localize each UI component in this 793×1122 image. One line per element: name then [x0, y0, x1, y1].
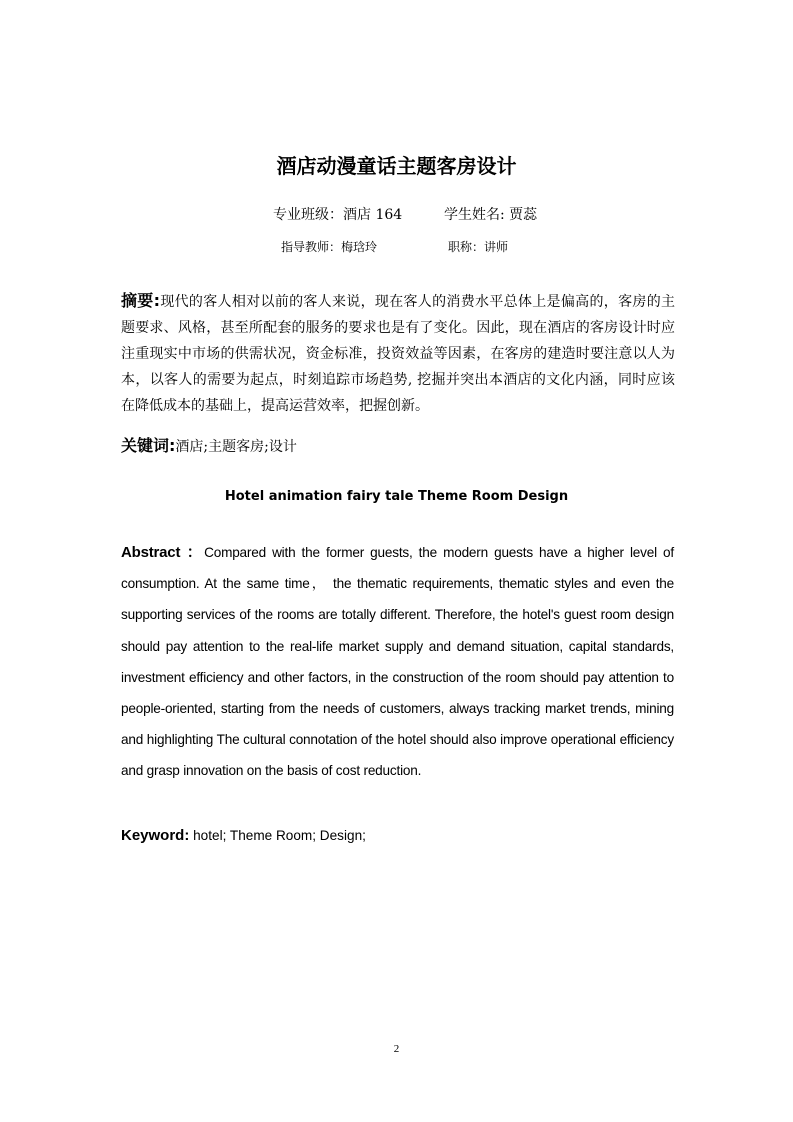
english-keywords-heading: Keyword: [121, 827, 190, 844]
class-label: 专业班级：酒店 164 [273, 207, 403, 223]
english-abstract-text: Compared with the former guests, the modern guests have a higher level of consumption. At the same time， the thematic requirements, thematic styles and even the supporting services of the rooms are totally different. Therefore, the hotel's guest room design should pay attention to the real-life market supply and demand situation, capital standards, investment efficiency and other factors, in the construction of the room should pay attention to people-oriented, starting from the needs of customers, always tracking market trends, mining and highlighting The cultural connotation of the hotel should also improve operational efficiency and grasp innovation on the basis of cost reduction. [121, 545, 674, 779]
chinese-keywords-heading: 关键词: [121, 436, 176, 455]
chinese-abstract [121, 288, 675, 419]
english-keywords [121, 824, 366, 848]
paper-title: 酒店动漫童话主题客房设计 [276, 154, 517, 178]
chinese-abstract-heading: 摘要: [121, 291, 161, 310]
chinese-keywords [121, 435, 675, 458]
english-abstract [121, 537, 674, 787]
english-keywords-text: hotel; Theme Room; Design; [193, 828, 366, 843]
student-name-label: 学生姓名: 贾蕊 [444, 207, 538, 223]
chinese-abstract-text: 现代的客人相对以前的客人来说，现在客人的消费水平总体上是偏高的，客房的主题要求、风格，甚至所配套的服务的要求也是有了变化。因此，现在酒店的客房设计时应注重现实中市场的供需状况，资金标准，投资效益等因素，在客房的建造时要注意以人为本，以客人的需要为起点，时刻追踪市场趋势, 挖掘并突出本酒店的文化内涵，同时应该在降低成本的基础上，提高运营效率，把握创新。 [121, 294, 675, 414]
english-title: Hotel animation fairy tale Theme Room Design [224, 489, 569, 504]
page-number: 2 [393, 1043, 400, 1055]
chinese-keywords-text: 酒店;主题客房;设计 [175, 439, 297, 455]
advisor-label: 指导教师：梅琀玲 [281, 240, 378, 254]
title-rank-label: 职称：讲师 [448, 240, 509, 254]
english-abstract-heading: Abstract ： [121, 544, 205, 561]
